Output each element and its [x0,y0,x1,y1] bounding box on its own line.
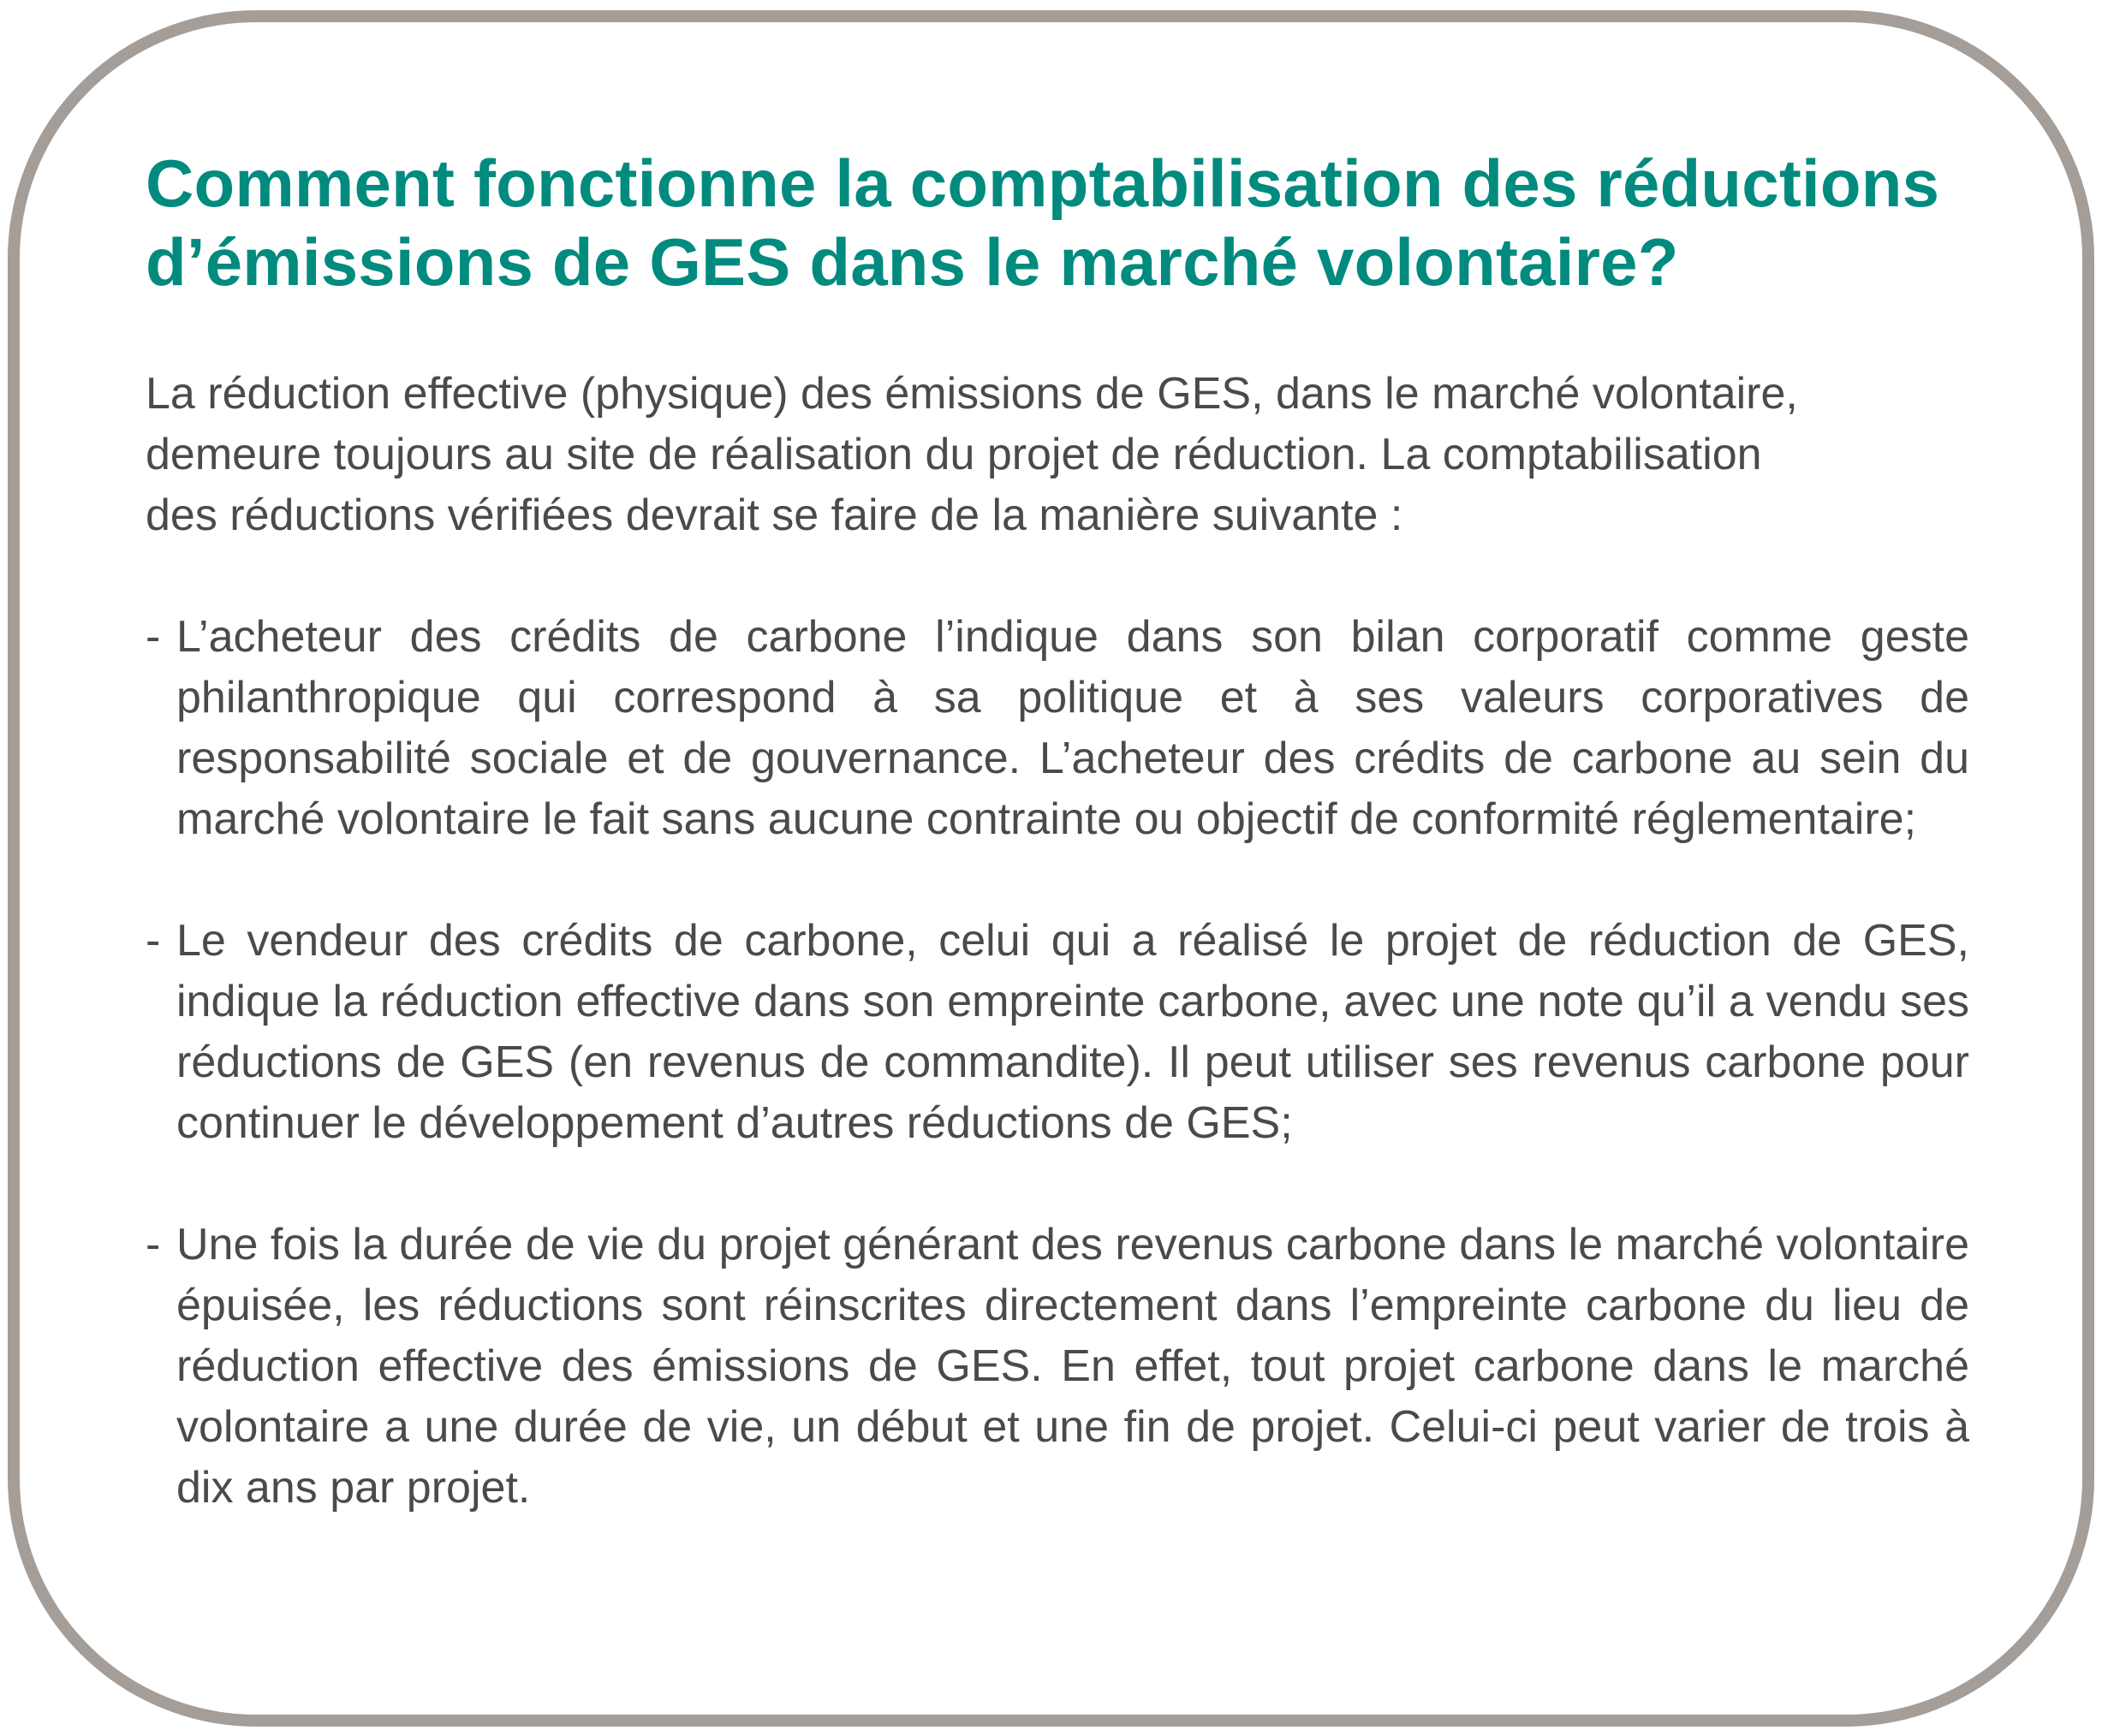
card-title [146,144,1978,301]
bullet-marker: - [146,612,161,662]
bullet-text-buyer: L’acheteur des crédits de carbone l’indique dans son bilan corporatif comme geste philanthropique qui correspond à sa politique et à ses valeurs corporatives de responsabilité sociale et de gouvernance. L’acheteur des crédits de carbone au sein du marché volontaire le fait sans aucune contrainte ou objectif de conformité réglementaire; [176,612,1969,844]
paragraph-spacer [146,850,1969,911]
card-title-line-2: d’émissions de GES dans le marché volontaire? [146,224,1679,300]
bullet-text-project-lifetime: Une fois la durée de vie du projet générant des revenus carbone dans le marché volontaire épuisée, les réductions sont réinscrites directement dans l’empreinte carbone du lieu de réduction effective des émissions de GES. En effet, tout projet carbone dans le marché volontaire a une durée de vie, un début et une fin de projet. Celui-ci peut varier de trois à dix ans par projet. [176,1220,1969,1513]
intro-line-2: demeure toujours au site de réalisation du projet de réduction. La comptabilisation [146,430,1762,479]
bullet-item-seller [146,911,1969,1154]
paragraph-spacer [146,1154,1969,1215]
bullet-item-project-lifetime [146,1215,1969,1519]
bullet-text-seller: Le vendeur des crédits de carbone, celui qui a réalisé le projet de réduction de GES, indique la réduction effective dans son empreinte carbone, avec une note qu’il a vendu ses réductions de GES (en revenus de commandite). Il peut utiliser ses revenus carbone pour continuer le développement d’autres réductions de GES; [176,916,1969,1148]
intro-paragraph [146,364,1969,546]
intro-line-3: des réductions vérifiées devrait se faire de la manière suivante : [146,490,1403,540]
bullet-marker: - [146,916,161,966]
intro-line-1: La réduction effective (physique) des émissions de GES, dans le marché volontaire, [146,369,1798,419]
bullet-item-buyer [146,607,1969,850]
card-title-line-1: Comment fonctionne la comptabilisation des réductions [146,146,1940,221]
paragraph-spacer [146,546,1969,607]
bullet-marker: - [146,1220,161,1269]
card-body [146,364,1969,1519]
